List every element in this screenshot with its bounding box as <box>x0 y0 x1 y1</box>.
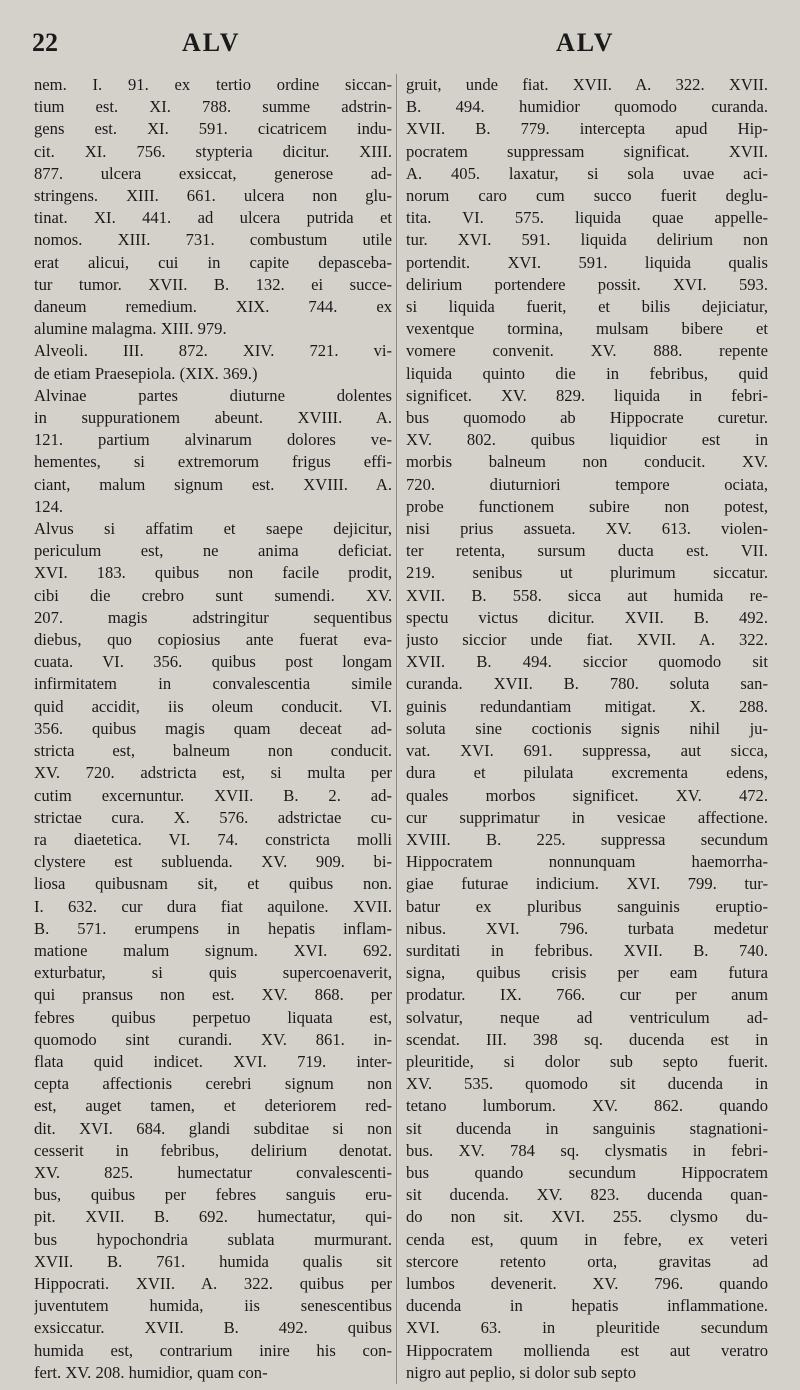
text-line: Hippocratem nonnunquam haemorrha- <box>406 852 768 872</box>
text-line: infirmitatem in convalescentia simile <box>34 674 392 694</box>
text-line: cit. XI. 756. stypteria dicitur. XIII. <box>34 141 392 161</box>
text-line: vomere convenit. XV. 888. repente <box>406 341 768 361</box>
text-line: tinat. XI. 441. ad ulcera putrida et <box>34 208 392 228</box>
text-line: XVII. B. 558. sicca aut humida re- <box>406 585 768 605</box>
page-header <box>0 24 800 64</box>
text-line: liosa quibusnam sit, et quibus non. <box>34 874 392 894</box>
text-line: tur tumor. XVII. B. 132. ei succe- <box>34 274 392 294</box>
text-line: 720. diuturniori tempore ociata, <box>406 474 768 494</box>
text-line: de etiam Praesepiola. (XIX. 369.) <box>34 363 258 383</box>
text-line: cutim excernuntur. XVII. B. 2. ad- <box>34 785 392 805</box>
text-line: 121. partium alvinarum dolores ve- <box>34 430 392 450</box>
text-line: nibus. XVI. 796. turbata medetur <box>406 918 768 938</box>
text-line: justo siccior unde fiat. XVII. A. 322. <box>406 630 768 650</box>
text-line: nigro aut peplio, si dolor sub septo <box>406 1362 636 1382</box>
text-line: diebus, quo copiosius ante fuerat eva- <box>34 630 392 650</box>
text-line: spectu victus dicitur. XVII. B. 492. <box>406 607 768 627</box>
text-line: A. 405. laxatur, si sola uvae aci- <box>406 163 768 183</box>
text-line: 207. magis adstringitur sequentibus <box>34 607 392 627</box>
text-line: lumbos devenerit. XV. 796. quando <box>406 1273 768 1293</box>
text-line: bus quomodo ab Hippocrate curetur. <box>406 408 768 428</box>
text-line: clystere est subluenda. XV. 909. bi- <box>34 852 392 872</box>
text-line: pit. XVII. B. 692. humectatur, qui- <box>34 1207 392 1227</box>
text-line: curanda. XVII. B. 780. soluta san- <box>406 674 768 694</box>
text-line: exturbatur, si quis supercoenaverit, <box>34 963 392 983</box>
text-line: Alvinae partes diuturne dolentes <box>34 385 392 405</box>
text-line: erat alicui, cui in capite depasceba- <box>34 252 392 272</box>
text-line: bus quando secundum Hippocratem <box>406 1162 768 1182</box>
text-line: cuata. VI. 356. quibus post longam <box>34 652 392 672</box>
text-line: XV. 802. quibus liquidior est in <box>406 430 768 450</box>
text-line: XVII. B. 494. siccior quomodo sit <box>406 652 768 672</box>
left-column <box>34 74 392 1384</box>
text-line: 877. ulcera exsiccat, generose ad- <box>34 163 392 183</box>
text-line: XV. 825. humectatur convalescenti- <box>34 1162 392 1182</box>
text-line: norum caro cum succo fuerit deglu- <box>406 186 768 206</box>
text-line: solvatur, neque ad ventriculum ad- <box>406 1007 768 1027</box>
text-line: daneum remedium. XIX. 744. ex <box>34 297 392 317</box>
text-line: strictae cura. X. 576. adstrictae cu- <box>34 807 392 827</box>
text-line: tita. VI. 575. liquida quae appelle- <box>406 208 768 228</box>
text-line: prodatur. IX. 766. cur per anum <box>406 985 768 1005</box>
text-line: XV. 720. adstricta est, si multa per <box>34 763 392 783</box>
text-line: do non sit. XVI. 255. clysmo du- <box>406 1207 768 1227</box>
text-line: bus, quibus per febres sanguis eru- <box>34 1185 392 1205</box>
text-line: morbis balneum non conducit. XV. <box>406 452 768 472</box>
text-line: nem. I. 91. ex tertio ordine siccan- <box>34 75 392 94</box>
text-line: sit ducenda in sanguinis stagnationi- <box>406 1118 768 1138</box>
text-line: stricta est, balneum non conducit. <box>34 741 392 761</box>
text-line: cibi die crebro sunt sumendi. XV. <box>34 585 392 605</box>
text-line: ducenda in hepatis inflammatione. <box>406 1296 768 1316</box>
text-line: periculum est, ne anima deficiat. <box>34 541 392 561</box>
text-line: Hippocratem mollienda est aut veratro <box>406 1340 768 1360</box>
text-line: Hippocrati. XVII. A. 322. quibus per <box>34 1273 392 1293</box>
column-divider <box>396 74 397 1384</box>
text-line: XV. 535. quomodo sit ducenda in <box>406 1074 768 1094</box>
text-line: cepta affectionis cerebri signum non <box>34 1074 392 1094</box>
text-line: nomos. XIII. 731. combustum utile <box>34 230 392 250</box>
text-line: 219. senibus ut plurimum siccatur. <box>406 563 768 583</box>
text-line: cenda est, quum in febre, ex veteri <box>406 1229 768 1249</box>
text-line: sit ducenda. XV. 823. ducenda quan- <box>406 1185 768 1205</box>
text-line: febres quibus perpetuo liquata est, <box>34 1007 392 1027</box>
text-line: XVI. 63. in pleuritide secundum <box>406 1318 768 1338</box>
text-line: significet. XV. 829. liquida in febri- <box>406 385 768 405</box>
text-line: soluta sine coctionis signis nihil ju- <box>406 718 768 738</box>
text-line: probe functionem subire non potest, <box>406 496 768 516</box>
text-line: est, auget tamen, et deteriorem red- <box>34 1096 392 1116</box>
text-line: Alvus si affatim et saepe dejicitur, <box>34 519 392 539</box>
text-line: ra diaetetica. VI. 74. constricta molli <box>34 829 392 849</box>
running-head-left: ALV <box>182 28 241 57</box>
text-line: Alveoli. III. 872. XIV. 721. vi- <box>34 341 392 361</box>
text-line: delirium portendere possit. XVI. 593. <box>406 274 768 294</box>
text-line: bus hypochondria sublata murmurant. <box>34 1229 392 1249</box>
text-line: gruit, unde fiat. XVII. A. 322. XVII. <box>406 75 768 94</box>
text-line: tetano lumborum. XV. 862. quando <box>406 1096 768 1116</box>
text-line: B. 571. erumpens in hepatis inflam- <box>34 918 392 938</box>
text-line: cesserit in febribus, delirium denotat. <box>34 1140 392 1160</box>
text-line: exsiccatur. XVII. B. 492. quibus <box>34 1318 392 1338</box>
text-line: XVII. B. 761. humida qualis sit <box>34 1251 392 1271</box>
right-column <box>406 74 768 1384</box>
text-line: tium est. XI. 788. summe adstrin- <box>34 97 392 117</box>
text-line: ter retenta, sursum ducta est. VII. <box>406 541 768 561</box>
text-line: guinis redundantiam mitigat. X. 288. <box>406 696 768 716</box>
text-line: portendit. XVI. 591. liquida qualis <box>406 252 768 272</box>
text-line: juventutem humida, iis senescentibus <box>34 1296 392 1316</box>
text-line: cur supprimatur in vesicae affectione. <box>406 807 768 827</box>
text-line: giae futurae indicium. XVI. 799. tur- <box>406 874 768 894</box>
text-line: XVII. B. 779. intercepta apud Hip- <box>406 119 768 139</box>
text-line: stercore retento orta, gravitas ad <box>406 1251 768 1271</box>
text-line: signa, quibus crisis per eam futura <box>406 963 768 983</box>
text-line: si liquida fuerit, et bilis dejiciatur, <box>406 297 768 317</box>
text-line: in suppurationem abeunt. XVIII. A. <box>34 408 392 428</box>
text-line: pleuritide, si dolor sub septo fuerit. <box>406 1051 768 1071</box>
text-line: nisi prius assueta. XV. 613. violen- <box>406 519 768 539</box>
text-line: hementes, si extremorum frigus effi- <box>34 452 392 472</box>
text-line: gens est. XI. 591. cicatricem indu- <box>34 119 392 139</box>
text-line: quales morbos significet. XV. 472. <box>406 785 768 805</box>
text-line: vat. XVI. 691. suppressa, aut sicca, <box>406 741 768 761</box>
text-line: fert. XV. 208. humidior, quam con- <box>34 1362 268 1382</box>
text-line: 356. quibus magis quam deceat ad- <box>34 718 392 738</box>
text-line: tur. XVI. 591. liquida delirium non <box>406 230 768 250</box>
text-line: XVI. 183. quibus non facile prodit, <box>34 563 392 583</box>
text-line: pocratem suppressam significat. XVII. <box>406 141 768 161</box>
text-line: batur ex pluribus sanguinis eruptio- <box>406 896 768 916</box>
text-line: 124. <box>34 496 64 516</box>
text-line: scendat. III. 398 sq. ducenda est in <box>406 1029 768 1049</box>
page-number: 22 <box>32 28 58 57</box>
text-line: ciant, malum signum est. XVIII. A. <box>34 474 392 494</box>
text-line: quid accidit, iis oleum conducit. VI. <box>34 696 392 716</box>
text-line: flata quid indicet. XVI. 719. inter- <box>34 1051 392 1071</box>
text-line: humida est, contrarium inire his con- <box>34 1340 392 1360</box>
text-line: dura et pilulata excrementa edens, <box>406 763 768 783</box>
text-line: alumine malagma. XIII. 979. <box>34 319 227 339</box>
text-line: qui pransus non est. XV. 868. per <box>34 985 392 1005</box>
text-line: XVIII. B. 225. suppressa secundum <box>406 829 768 849</box>
running-head-right: ALV <box>556 28 615 57</box>
text-line: surditati in febribus. XVII. B. 740. <box>406 940 768 960</box>
text-line: dit. XVI. 684. glandi subditae si non <box>34 1118 392 1138</box>
text-line: bus. XV. 784 sq. clysmatis in febri- <box>406 1140 768 1160</box>
text-line: stringens. XIII. 661. ulcera non glu- <box>34 186 392 206</box>
text-line: liquida quinto die in febribus, quid <box>406 363 768 383</box>
text-line: I. 632. cur dura fiat aquilone. XVII. <box>34 896 392 916</box>
text-line: matione malum signum. XVI. 692. <box>34 940 392 960</box>
text-line: vexentque tormina, mulsam bibere et <box>406 319 768 339</box>
text-line: quomodo sint curandi. XV. 861. in- <box>34 1029 392 1049</box>
text-line: B. 494. humidior quomodo curanda. <box>406 97 768 117</box>
